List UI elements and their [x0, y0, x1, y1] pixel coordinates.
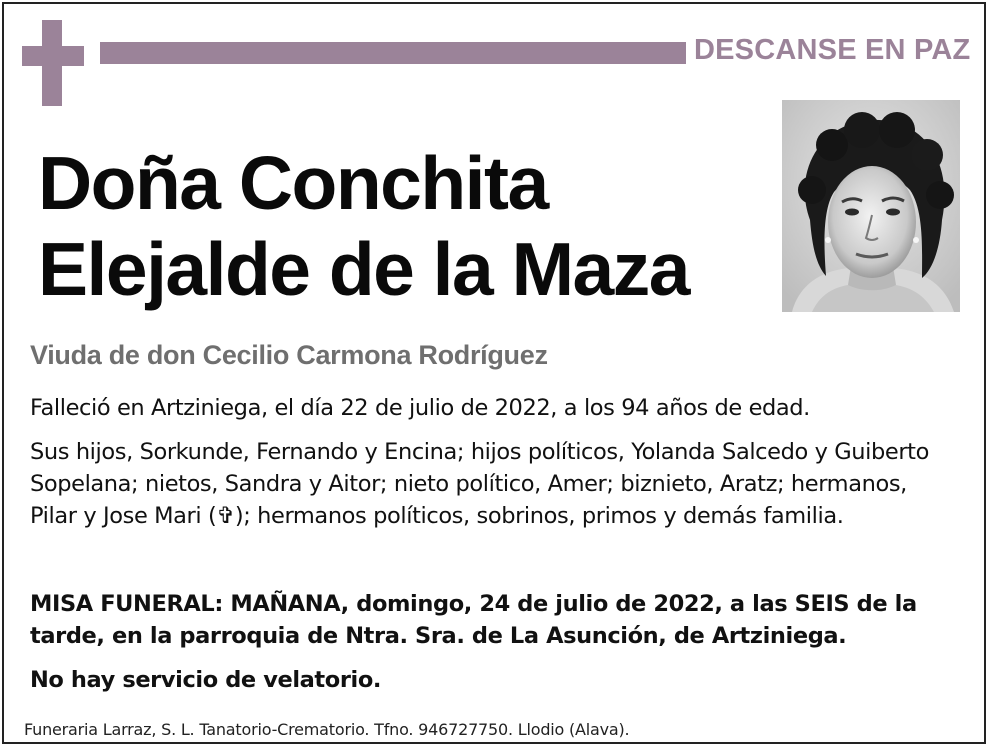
family-list-part2: ); hermanos políticos, sobrinos, primos y demás familia.: [234, 503, 844, 529]
obituary-notice: [2, 2, 986, 744]
header-divider-bar: [100, 42, 686, 64]
funeral-mass-info: MISA FUNERAL: MAÑANA, domingo, 24 de julio de 2022, a las SEIS de la tarde, en la parroquia de Ntra. Sra. de La Asunción, de Artziniega.: [30, 591, 917, 649]
funeral-home-footer: Funeraria Larraz, S. L. Tanatorio-Crematorio. Tfno. 946727750. Llodio (Alava).: [24, 720, 630, 739]
family-list: [30, 436, 960, 532]
widow-of-line: Viuda de don Cecilio Carmona Rodríguez: [30, 340, 548, 370]
death-announcement: Falleció en Artziniega, el día 22 de julio de 2022, a los 94 años de edad.: [30, 395, 810, 421]
latin-cross-icon: [22, 20, 84, 106]
vigil-info: No hay servicio de velatorio.: [30, 667, 382, 693]
deceased-name-line2: Elejalde de la Maza: [38, 227, 689, 311]
rest-in-peace-label: DESCANSE EN PAZ: [694, 34, 971, 66]
portrait-photo: [782, 100, 960, 312]
small-cross-icon: ✞: [216, 503, 235, 529]
deceased-name-line1: Doña Conchita: [38, 141, 548, 225]
family-list-part1: Sus hijos, Sorkunde, Fernando y Encina; hijos políticos, Yolanda Salcedo y Guiberto Sopelana; nietos, Sandra y Aitor; nieto político, Amer; biznieto, Aratz; hermanos, Pilar y Jose Mari (: [30, 439, 929, 529]
deceased-name: [38, 140, 689, 312]
